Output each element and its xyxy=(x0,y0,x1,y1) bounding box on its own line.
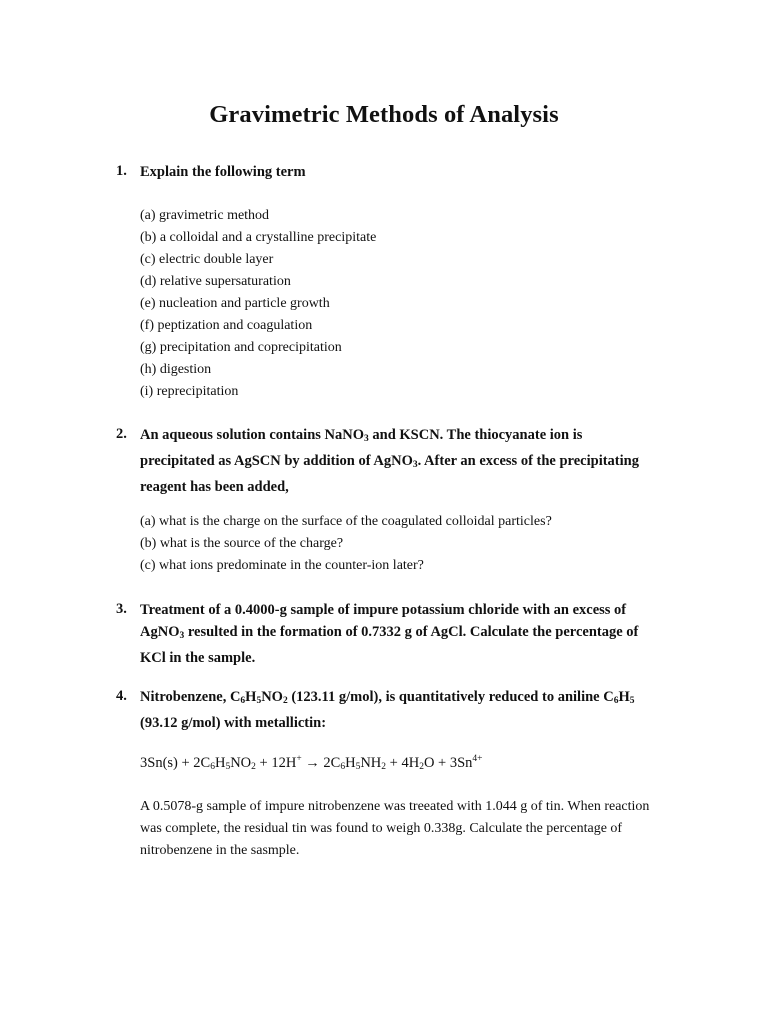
list-item: (f) peptization and coagulation xyxy=(140,318,313,333)
question-3-number: 3. xyxy=(116,601,127,617)
list-item: (b) what is the source of the charge? xyxy=(140,536,344,551)
reaction-equation: $3Sn(s) + 2C_6H_5NO_2 + 12H^+ \to 2C_6H_5NH_2 + 4H_2O + 3Sn^{4+}$ xyxy=(140,754,483,772)
list-item: (c) what ions predominate in the counter-ion later? xyxy=(140,558,424,573)
question-2-text: An aqueous solution contains NaNO$_3$ and KSCN. The thiocyanate ion is precipitated as AgSCN by addition of AgNO$_3$. After an excess of the precipitating reagent has been added, xyxy=(140,427,639,495)
list-item: (d) relative supersaturation xyxy=(140,274,291,289)
list-item: (a) gravimetric method xyxy=(140,208,270,223)
question-4-number: 4. xyxy=(116,688,127,704)
list-item: (g) precipitation and coprecipitation xyxy=(140,340,342,355)
question-4-paragraph: A 0.5078-g sample of impure nitrobenzene was treeated with 1.044 g of tin. When reaction was complete, the residual tin was found to weigh 0.338g. Calculate the percentage of nitrobenzene in the sasmple. xyxy=(140,799,650,858)
list-item: (a) what is the charge on the surface of the coagulated colloidal particles? xyxy=(140,514,552,529)
question-1-number: 1. xyxy=(116,163,127,179)
question-4-text: Nitrobenzene, $C_6H_5NO_2$ (123.11 g/mol), is quantitatively reduced to aniline $C_6H_5$ (93.12 g/mol) with metallictin: xyxy=(140,689,635,731)
question-2-number: 2. xyxy=(116,426,127,442)
question-3-text: Treatment of a 0.4000-g sample of impure potassium chloride with an excess of AgNO$_3$ resulted in the formation of 0.7332 g of AgCl. Calculate the percentage of KCl in the sample. xyxy=(140,602,639,666)
list-item: (c) electric double layer xyxy=(140,252,274,267)
list-item: (i) reprecipitation xyxy=(140,384,239,399)
question-2-items xyxy=(140,511,680,577)
list-item: (e) nucleation and particle growth xyxy=(140,296,330,311)
list-item: (h) digestion xyxy=(140,362,212,377)
question-1-text: Explain the following term xyxy=(140,164,306,180)
page-title: Gravimetric Methods of Analysis xyxy=(209,101,559,128)
list-item: (b) a colloidal and a crystalline precipitate xyxy=(140,230,377,245)
question-1-items xyxy=(140,205,680,403)
